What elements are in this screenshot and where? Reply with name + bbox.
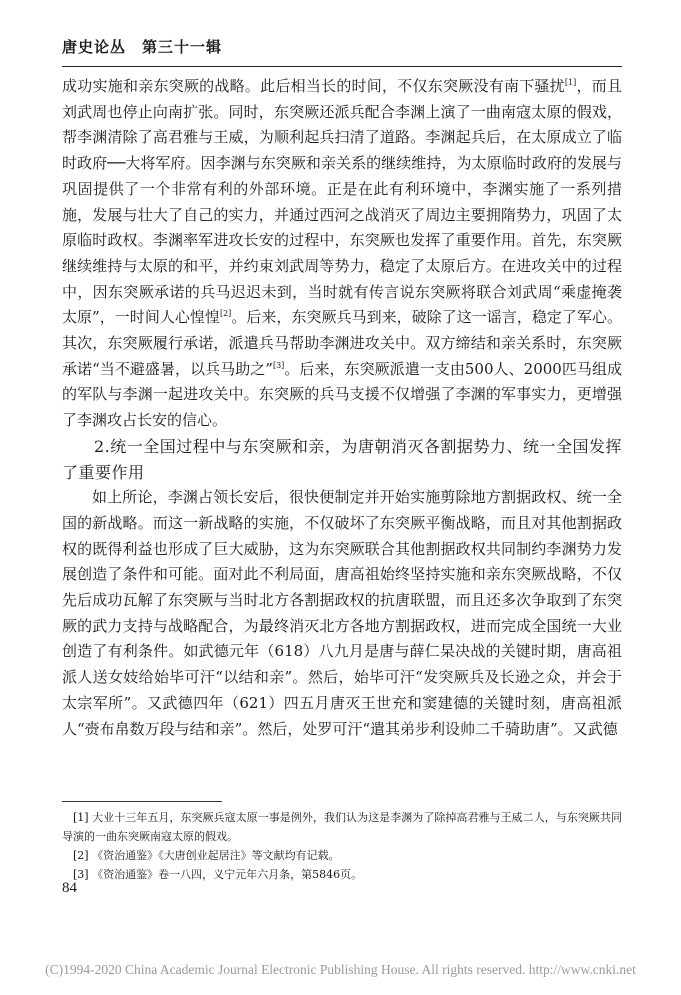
- paragraph-1-part-3: 。后来，东突厥兵马到来，破除了这一谣言，稳定了军心。其次，东突厥履行承诺，派遣兵马帮助李渊进攻关中。双方缔结和亲关系时，东突厥承诺“当不避盛暑，以兵马助之”: [62, 308, 622, 378]
- footnote-ref-3: [3]: [272, 360, 285, 370]
- page-number: 84: [62, 880, 77, 896]
- footnote-ref-1: [1]: [564, 78, 577, 87]
- paragraph-2: 如上所论，李渊占领长安后，很快便制定并开始实施剪除地方割据政权、统一全国的新战略。而这一新战略的实施，不仅破坏了东突厥平衡战略，而且对其他割据政权的既得利益也形成了巨大威胁，这为东突厥联合其他割据政权共同制约李渊势力发展创造了条件和可能。面对此不利局面，唐高祖始终坚持实施和亲东突厥战略，不仅先后成功瓦解了东突厥与当时北方各割据政权的抗唐联盟，而且还多次争取到了东突厥的武力支持与战略配合，为最终消灭北方各地方割据政权，进而完成全国统一大业创造了有利条件。如武德元年（618）八九月是唐与薛仁杲决战的关键时期，唐高祖派人送女妓给始毕可汗“以结和亲”。然后，始毕可汗“发突厥兵及长逊之众，并会于太宗军所”。又武德四年（621）四五月唐灭王世充和窦建德的关键时刻，唐高祖派人“赍布帛数万段与结和亲”。然后，处罗可汗“遣其弟步利设帅二千骑助唐”。又武德: [62, 488, 622, 738]
- paragraph-1-part-1: 成功实施和亲东突厥的战略。此后相当长的时间，不仅东突厥没有南下骚扰: [62, 77, 565, 95]
- footnote-2: [2] 《资治通鉴》《大唐创业起居注》等文献均有记载。: [73, 849, 340, 862]
- paragraph-1-part-2: ，而且刘武周也停止向南扩张。同时，东突厥还派兵配合李渊上演了一曲南寇太原的假戏，帮李渊清除了高君雅与王威，为顺利起兵扫清了道路。李渊起兵后，在太原成立了临时政府──大将军府。因李渊与东突厥和亲关系的继续维持，为太原临时政府的发展与巩固提供了一个非常有利的外部环境。正是在此有利环境中，李渊实施了一系列措施，发展与壮大了自己的实力，并通过西河之战消灭了周边主要拥隋势力，巩固了太原临时政权。李渊率军进攻长安的过程中，东突厥也发挥了重要作用。首先，东突厥继续维持与太原的和平，并约束刘武周等势力，稳定了太原后方。在进攻关中的过程中，因东突厥承诺的兵马迟迟未到，当时就有传言说东突厥将联合刘武周“乘虚掩袭太原”，一时间人心惶惶: [62, 77, 622, 327]
- footnote-1: [1] 大业十三年五月，东突厥兵寇太原一事是例外，我们认为这是李渊为了除掉高君雅与王威二人，与东突厥共同导演的一曲东突厥南寇太原的假戏。: [62, 811, 622, 843]
- footnotes: [62, 808, 622, 884]
- body-text: [62, 74, 622, 742]
- header-rule: [62, 66, 622, 67]
- paragraph-1: [62, 74, 622, 434]
- footnote-rule: [62, 801, 222, 802]
- footnote-3: [3] 《资治通鉴》卷一八四，义宁元年六月条，第5846页。: [73, 868, 363, 881]
- journal-title: 唐史论丛: [62, 38, 127, 56]
- section-heading: 2.统一全国过程中与东突厥和亲，为唐朝消灭各割据势力、统一全国发挥了重要作用: [62, 436, 622, 482]
- running-header: [62, 36, 622, 57]
- footnote-ref-2: [2]: [219, 309, 232, 319]
- copyright-notice: (C)1994-2020 China Academic Journal Electronic Publishing House. All rights reserved. http://www.cnki.net: [45, 962, 636, 977]
- paragraph-1-part-4: 。后来，东突厥派遣一支由500人、2000匹马组成的军队与李渊一起进攻关中。东突厥的兵马支援不仅增强了李渊的军事实力，更增强了李渊攻占长安的信心。: [62, 359, 623, 430]
- issue-number: 第三十一辑: [142, 38, 223, 56]
